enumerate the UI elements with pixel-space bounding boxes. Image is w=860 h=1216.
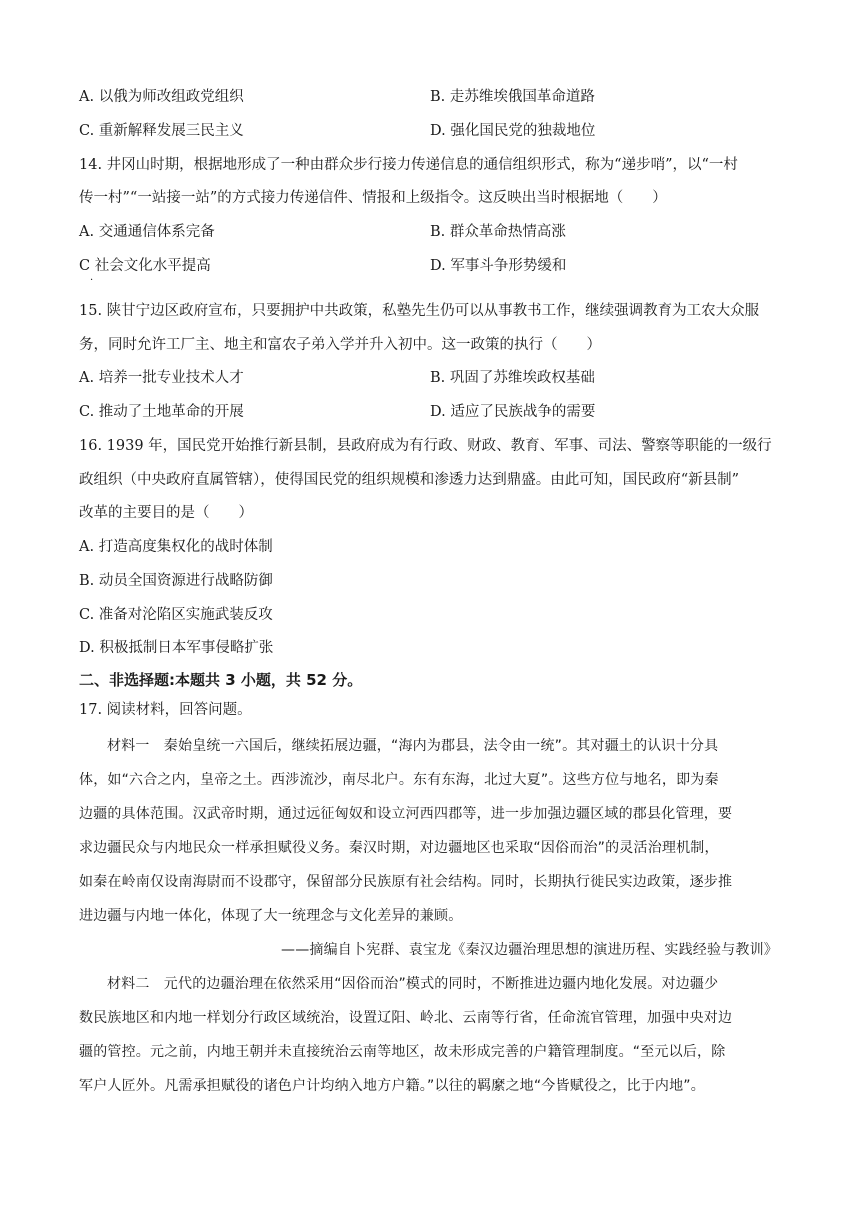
q15-option-c: C. 推动了土地革命的开展 (79, 404, 244, 420)
q16-option-d: D. 积极抵制日本军事侵略扩张 (79, 640, 274, 656)
q14-option-a: A. 交通通信体系完备 (79, 224, 215, 240)
q14-stem-line1: 14. 井冈山时期，根据地形成了一种由群众步行接力传递信息的通信组织形式，称为“递步哨”，以“一村 (79, 157, 738, 173)
q13-option-a: A. 以俄为师改组政党组织 (79, 89, 244, 105)
q16-stem-line3: 改革的主要目的是（ ） (79, 505, 253, 521)
q14-option-c: C 社会文化水平提高 (79, 258, 211, 274)
q17-material1-line2: 体，如“六合之内，皇帝之土。西涉流沙，南尽北户。东有东海，北过大夏”。这些方位与地名，即为秦 (79, 772, 719, 788)
q13-option-b: B. 走苏维埃俄国革命道路 (430, 89, 595, 105)
q17-material2-line2: 数民族地区和内地一样划分行政区域统治，设置辽阳、岭北、云南等行省，任命流官管理，加强中央对边 (79, 1010, 733, 1026)
q16-stem-line2: 政组织（中央政府直属管辖），使得国民党的组织规模和渗透力达到鼎盛。由此可知，国民政府“新县制” (79, 472, 740, 488)
q17-material1-line5: 如秦在岭南仅设南海尉而不设郡守，保留部分民族原有社会结构。同时，长期执行徙民实边政策，逐步推 (79, 874, 733, 890)
q16-option-c: C. 准备对沦陷区实施武装反攻 (79, 607, 273, 623)
q17-material1-line1: 材料一 秦始皇统一六国后，继续拓展边疆，“海内为郡县，法令由一统”。其对疆土的认识十分具 (107, 738, 719, 754)
q16-stem-line1: 16. 1939 年，国民党开始推行新县制，县政府成为有行政、财政、教育、军事、司法、警察等职能的一级行 (79, 438, 772, 454)
q15-option-d: D. 适应了民族战争的需要 (430, 404, 596, 420)
q17-material1-source: ——摘编自卜宪群、袁宝龙《秦汉边疆治理思想的演进历程、实践经验与教训》 (281, 942, 778, 958)
q13-option-d: D. 强化国民党的独裁地位 (430, 123, 596, 139)
q14-option-b: B. 群众革命热情高涨 (430, 224, 566, 240)
q14-option-c-dot: · (90, 275, 94, 286)
q14-stem-line2: 传一村”“一站接一站”的方式接力传递信件、情报和上级指令。这反映出当时根据地（ ） (79, 190, 667, 206)
q17-material1-line3: 边疆的具体范围。汉武帝时期，通过远征匈奴和设立河西四郡等，进一步加强边疆区域的郡县化管理，要 (79, 806, 733, 822)
q17-material2-line4: 军户人匠外。凡需承担赋役的诸色户计均纳入地方户籍。”以往的羁縻之地“今皆赋役之，比于内地”。 (79, 1078, 705, 1094)
q17-material1-line4: 求边疆民众与内地民众一样承担赋役义务。秦汉时期，对边疆地区也采取“因俗而治”的灵活治理机制， (79, 840, 719, 856)
q16-option-b: B. 动员全国资源进行战略防御 (79, 573, 273, 589)
q17-stem: 17. 阅读材料，回答问题。 (79, 702, 252, 718)
q14-option-d: D. 军事斗争形势缓和 (430, 258, 567, 274)
q17-material2-line1: 材料二 元代的边疆治理在依然采用“因俗而治”模式的同时，不断推进边疆内地化发展。对边疆少 (107, 976, 719, 992)
q15-option-a: A. 培养一批专业技术人才 (79, 370, 244, 386)
q15-stem-line2: 务，同时允许工厂主、地主和富农子弟入学并升入初中。这一政策的执行（ ） (79, 337, 601, 353)
q17-material2-line3: 疆的管控。元之前，内地王朝并未直接统治云南等地区，故未形成完善的户籍管理制度。“至元以后，除 (79, 1044, 726, 1060)
q15-stem-line1: 15. 陕甘宁边区政府宣布，只要拥护中共政策，私塾先生仍可以从事教书工作，继续强调教育为工农大众服 (79, 303, 760, 319)
q17-material1-line6: 进边疆与内地一体化，体现了大一统理念与文化差异的兼顾。 (79, 908, 463, 924)
q16-option-a: A. 打造高度集权化的战时体制 (79, 539, 273, 555)
q13-option-c: C. 重新解释发展三民主义 (79, 123, 244, 139)
section-heading: 二、非选择题:本题共 3 小题，共 52 分。 (79, 671, 363, 689)
q15-option-b: B. 巩固了苏维埃政权基础 (430, 370, 595, 386)
